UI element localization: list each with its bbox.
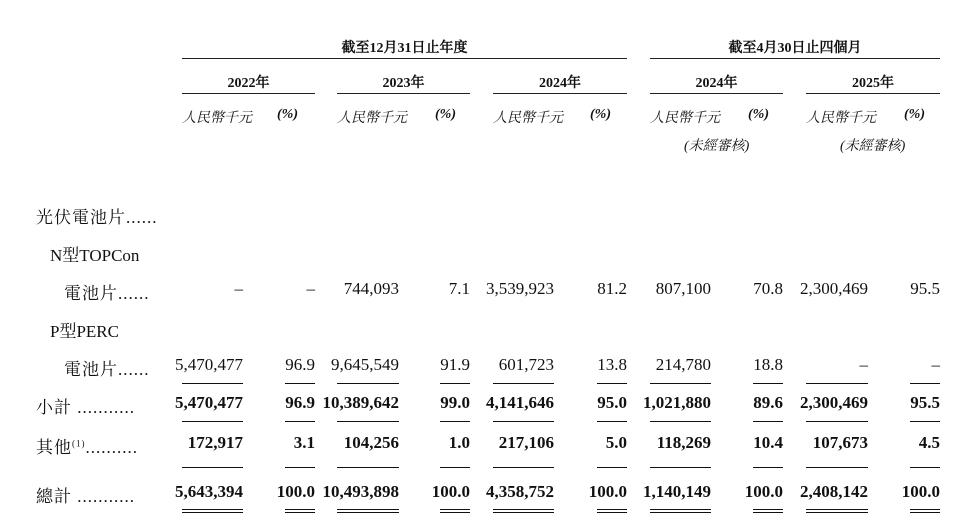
rule [753,421,783,422]
row-label-total: 總計 ........... [36,487,135,506]
rule [285,421,315,422]
double-rule [910,509,940,513]
row-label-ntype-line1: N型TOPCon [50,246,140,265]
rule [650,467,711,468]
rule [597,383,627,384]
rule [285,467,315,468]
rule [753,383,783,384]
cell-subtotal: 95.0 [597,393,627,412]
rule [910,383,940,384]
row-label-ptype-line2: 電池片...... [64,360,150,379]
cell-subtotal: 1,021,880 [643,393,711,412]
double-rule [440,509,470,513]
cell-total: 100.0 [588,482,627,501]
double-rule [493,509,554,513]
year-2025-4m: 2025年 [852,76,894,91]
cell-subtotal: 10,389,642 [322,393,399,412]
rule [597,421,627,422]
cell-total: 5,643,394 [175,482,243,501]
cell-ntype: 70.8 [753,279,783,298]
cell-ntype: 744,093 [343,279,399,298]
unit-pct: (%) [904,107,925,122]
rule [440,467,470,468]
cell-ptype: – [859,355,868,374]
cell-others: 118,269 [656,433,711,452]
cell-total: 1,140,149 [643,482,711,501]
divider [337,93,470,94]
row-label-ntype-line2: 電池片...... [64,284,150,303]
cell-others: 4.5 [918,433,940,452]
double-rule [597,509,627,513]
rule [910,467,940,468]
cell-subtotal: 4,141,646 [486,393,554,412]
cell-others: 5.0 [605,433,627,452]
cell-ptype: 9,645,549 [331,355,399,374]
rule [182,467,243,468]
unaudited-note: (未經審核) [684,139,750,154]
cell-ntype: 81.2 [597,279,627,298]
cell-ntype: 2,300,469 [800,279,868,298]
unaudited-note: (未經審核) [840,139,906,154]
rule [440,383,470,384]
divider [650,58,940,59]
cell-subtotal: 5,470,477 [175,393,243,412]
unit-pct: (%) [277,107,298,122]
cell-total: 2,408,142 [800,482,868,501]
cell-subtotal: 2,300,469 [800,393,868,412]
cell-ptype: 18.8 [753,355,783,374]
row-label-subtotal: 小計 ........... [36,398,135,417]
rule [493,467,554,468]
cell-ptype: 13.8 [597,355,627,374]
cell-others: 107,673 [812,433,868,452]
year-2022: 2022年 [227,76,270,91]
year-2024-4m: 2024年 [695,76,738,91]
footnote-marker: (1) [72,438,86,449]
leader-dots: .......... [85,438,138,457]
rule [493,421,554,422]
divider [806,93,940,94]
cell-others: 217,106 [498,433,554,452]
cell-subtotal: 95.5 [910,393,940,412]
cell-ntype: – [306,279,315,298]
unit-rmb: 人民幣千元 [182,111,252,126]
rule [753,467,783,468]
cell-others: 104,256 [343,433,399,452]
cell-ptype: 5,470,477 [175,355,243,374]
cell-others: 10.4 [753,433,783,452]
cell-others: 1.0 [448,433,470,452]
unit-pct: (%) [435,107,456,122]
cell-total: 100.0 [276,482,315,501]
rule [650,421,711,422]
cell-ptype: 91.9 [440,355,470,374]
cell-ntype: 95.5 [910,279,940,298]
cell-total: 100.0 [744,482,783,501]
rule [806,383,868,384]
cell-ntype: – [234,279,243,298]
unit-pct: (%) [590,107,611,122]
double-rule [753,509,783,513]
divider [493,93,627,94]
rule [337,467,399,468]
rule [597,467,627,468]
year-2024: 2024年 [539,76,581,91]
rule [440,421,470,422]
rule [493,383,554,384]
cell-subtotal: 89.6 [753,393,783,412]
cell-ptype: – [931,355,940,374]
row-label-others [36,433,138,458]
double-rule [182,509,243,513]
year-2023: 2023年 [382,76,425,91]
divider [182,93,315,94]
unit-rmb: 人民幣千元 [806,111,876,126]
cell-ntype: 7.1 [448,279,470,298]
double-rule [806,509,868,513]
double-rule [337,509,399,513]
cell-total: 100.0 [431,482,470,501]
unit-rmb: 人民幣千元 [337,111,407,126]
row-label-pv-cells: 光伏電池片...... [36,208,158,227]
divider [650,93,783,94]
header-four-months: 截至4月30日止四個月 [728,41,862,56]
rule [285,383,315,384]
cell-others: 3.1 [293,433,315,452]
cell-total: 10,493,898 [322,482,399,501]
header-year-end: 截至12月31日止年度 [341,41,468,56]
rule [806,467,868,468]
rule [910,421,940,422]
cell-others: 172,917 [187,433,243,452]
cell-ptype: 601,723 [498,355,554,374]
divider [182,58,627,59]
double-rule [285,509,315,513]
row-label-ptype-line1: P型PERC [50,322,119,341]
rule [650,383,711,384]
unit-rmb: 人民幣千元 [650,111,720,126]
cell-subtotal: 96.9 [285,393,315,412]
cell-subtotal: 99.0 [440,393,470,412]
cell-ptype: 96.9 [285,355,315,374]
unit-pct: (%) [748,107,769,122]
cell-ntype: 3,539,923 [486,279,554,298]
rule [337,383,399,384]
double-rule [650,509,711,513]
unit-rmb: 人民幣千元 [493,111,563,126]
rule [182,421,243,422]
rule [337,421,399,422]
others-text: 其他 [36,438,72,457]
rule [806,421,868,422]
cell-total: 100.0 [901,482,940,501]
rule [182,383,243,384]
cell-ntype: 807,100 [655,279,711,298]
cell-total: 4,358,752 [486,482,554,501]
cell-ptype: 214,780 [655,355,711,374]
